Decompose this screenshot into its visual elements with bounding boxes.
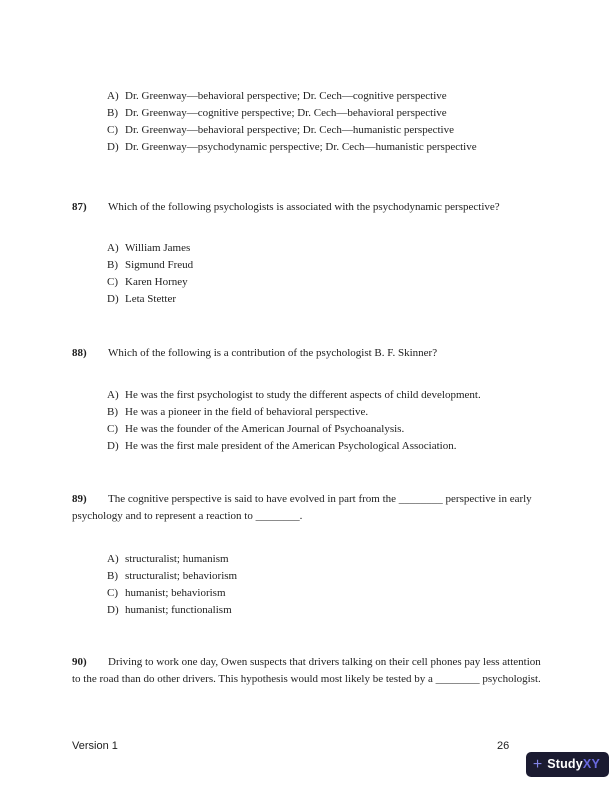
question-88-options: [107, 387, 481, 455]
option-text: He was the first psychologist to study the different aspects of child development.: [125, 389, 481, 401]
option-text: He was the founder of the American Journal of Psychoanalysis.: [125, 423, 405, 435]
option-text: Dr. Greenway—cognitive perspective; Dr. Cech—behavioral perspective: [125, 107, 447, 119]
option-row: [107, 291, 193, 308]
option-letter: D): [107, 293, 119, 305]
option-row: [107, 240, 193, 257]
option-row: [107, 387, 481, 404]
plus-icon: +: [532, 755, 543, 773]
option-text: He was a pioneer in the field of behavioral perspective.: [125, 406, 369, 418]
option-letter: D): [107, 141, 119, 153]
question-text: Driving to work one day, Owen suspects that drivers talking on their cell phones pay less attention to the road than do other drivers. This hypothesis would most likely be tested by a ________ psychologist.: [72, 656, 541, 685]
option-text: structuralist; humanism: [125, 553, 229, 565]
option-text: Dr. Greenway—behavioral perspective; Dr. Cech—humanistic perspective: [125, 124, 454, 136]
option-row: [107, 122, 477, 139]
option-text: humanist; functionalism: [125, 604, 232, 616]
question-90: [72, 654, 544, 688]
option-row: [107, 438, 481, 455]
option-text: structuralist; behaviorism: [125, 570, 238, 582]
option-text: Dr. Greenway—behavioral perspective; Dr. Cech—cognitive perspective: [125, 90, 447, 102]
option-row: [107, 585, 237, 602]
question-87: [72, 199, 544, 216]
option-text: He was the first male president of the American Psychological Association.: [125, 440, 457, 452]
option-letter: B): [107, 259, 118, 271]
question-text: Which of the following psychologists is associated with the psychodynamic perspective?: [108, 201, 500, 213]
footer-version-label: Version 1: [72, 740, 118, 752]
option-letter: A): [107, 389, 119, 401]
question-89-options: [107, 551, 237, 619]
option-row: [107, 257, 193, 274]
question-88: [72, 345, 544, 362]
carryover-options-list: [107, 88, 477, 156]
question-text: Which of the following is a contribution of the psychologist B. F. Skinner?: [108, 347, 438, 359]
option-text: William James: [125, 242, 191, 254]
option-row: [107, 551, 237, 568]
option-letter: B): [107, 107, 118, 119]
question-number: 87): [72, 201, 87, 213]
option-row: [107, 105, 477, 122]
option-letter: B): [107, 406, 118, 418]
option-text: humanist; behaviorism: [125, 587, 226, 599]
option-letter: B): [107, 570, 118, 582]
option-letter: A): [107, 242, 119, 254]
option-letter: C): [107, 423, 118, 435]
question-number: 89): [72, 493, 87, 505]
question-87-options: [107, 240, 193, 308]
option-row: [107, 602, 237, 619]
option-text: Karen Horney: [125, 276, 188, 288]
studyxy-badge[interactable]: [526, 752, 609, 777]
option-letter: A): [107, 553, 119, 565]
option-letter: C): [107, 276, 118, 288]
brand-name-xy: XY: [582, 757, 600, 771]
option-row: [107, 421, 481, 438]
option-letter: D): [107, 604, 119, 616]
option-row: [107, 274, 193, 291]
footer-page-number: 26: [497, 740, 510, 752]
option-row: [107, 568, 237, 585]
option-letter: A): [107, 90, 119, 102]
option-text: Leta Stetter: [125, 293, 177, 305]
option-row: [107, 139, 477, 156]
question-89: [72, 491, 544, 525]
option-text: Sigmund Freud: [125, 259, 194, 271]
brand-name-study: Study: [547, 757, 583, 771]
option-letter: D): [107, 440, 119, 452]
option-letter: C): [107, 124, 118, 136]
option-text: Dr. Greenway—psychodynamic perspective; Dr. Cech—humanistic perspective: [125, 141, 477, 153]
option-letter: C): [107, 587, 118, 599]
question-number: 90): [72, 656, 87, 668]
question-number: 88): [72, 347, 87, 359]
option-row: [107, 88, 477, 105]
question-text: The cognitive perspective is said to have evolved in part from the ________ perspective in early psychology and to represent a reaction to ________.: [72, 493, 532, 522]
option-row: [107, 404, 481, 421]
